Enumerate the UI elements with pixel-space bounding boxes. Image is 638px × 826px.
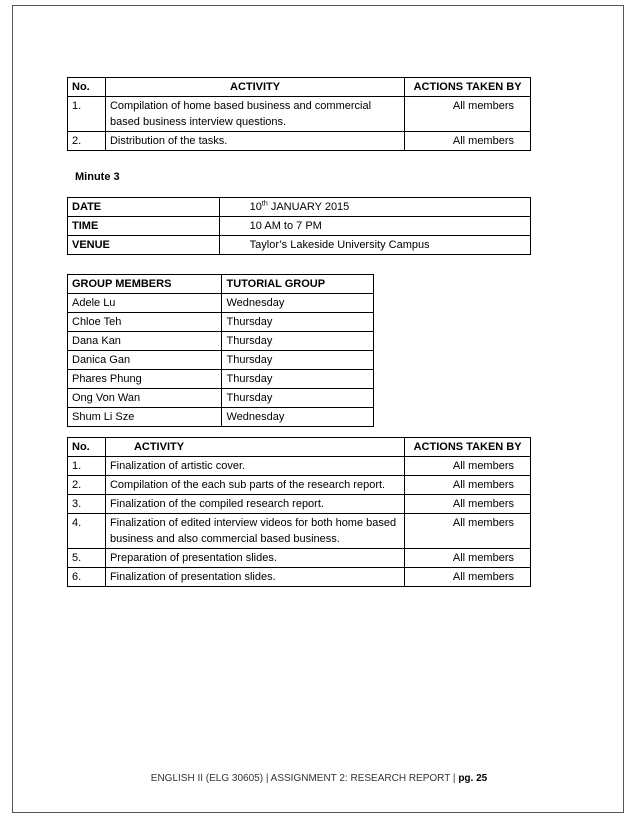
header-no: No. [68, 438, 106, 457]
time-label: TIME [68, 217, 220, 236]
row-no: 1. [68, 457, 106, 476]
table-row [68, 389, 374, 408]
header-no: No. [68, 78, 106, 97]
row-activity: Finalization of edited interview videos for both home based business and also commercial based business. [105, 514, 404, 549]
table-row [68, 351, 374, 370]
activity-table-2 [67, 437, 531, 587]
table-row [68, 294, 374, 313]
table-row [68, 97, 531, 132]
row-no: 5. [68, 549, 106, 568]
row-activity: Preparation of presentation slides. [105, 549, 404, 568]
row-actions: All members [405, 549, 531, 568]
table-row [68, 313, 374, 332]
page-number: pg. 25 [458, 773, 488, 784]
row-no: 6. [68, 568, 106, 587]
row-activity: Compilation of home based business and commercial based business interview questions. [105, 97, 404, 132]
table-row [68, 457, 531, 476]
member-name: Adele Lu [68, 294, 222, 313]
table-row [68, 132, 531, 151]
member-name: Danica Gan [68, 351, 222, 370]
table-header-row [68, 275, 374, 294]
member-group: Thursday [222, 313, 374, 332]
header-group-members: GROUP MEMBERS [68, 275, 222, 294]
table-header-row [68, 438, 531, 457]
table-row [68, 476, 531, 495]
member-name: Chloe Teh [68, 313, 222, 332]
date-label: DATE [68, 198, 220, 217]
row-actions: All members [405, 132, 531, 151]
activity-table-1 [67, 77, 531, 151]
row-no: 3. [68, 495, 106, 514]
member-name: Phares Phung [68, 370, 222, 389]
minute-heading: Minute 3 [75, 171, 120, 183]
date-value [219, 198, 530, 217]
table-row [68, 370, 374, 389]
row-activity: Compilation of the each sub parts of the research report. [105, 476, 404, 495]
details-row-date [68, 198, 531, 217]
details-row-time [68, 217, 531, 236]
member-group: Thursday [222, 370, 374, 389]
header-actions: ACTIONS TAKEN BY [405, 78, 531, 97]
member-name: Shum Li Sze [68, 408, 222, 427]
page-footer [0, 773, 638, 784]
row-actions: All members [405, 457, 531, 476]
row-activity: Finalization of presentation slides. [105, 568, 404, 587]
date-rest: JANUARY 2015 [267, 201, 350, 213]
table-row [68, 549, 531, 568]
member-group: Thursday [222, 389, 374, 408]
member-group: Thursday [222, 332, 374, 351]
row-actions: All members [405, 495, 531, 514]
date-suffix: th [261, 200, 268, 208]
row-no: 4. [68, 514, 106, 549]
footer-text: ENGLISH II (ELG 30605) | ASSIGNMENT 2: RESEARCH REPORT | [150, 773, 456, 784]
header-actions: ACTIONS TAKEN BY [405, 438, 531, 457]
row-activity: Finalization of the compiled research report. [105, 495, 404, 514]
table-row [68, 332, 374, 351]
time-value: 10 AM to 7 PM [219, 217, 530, 236]
row-actions: All members [405, 97, 531, 132]
details-row-venue [68, 236, 531, 255]
row-no: 2. [68, 476, 106, 495]
member-name: Dana Kan [68, 332, 222, 351]
row-no: 1. [68, 97, 106, 132]
table-row [68, 408, 374, 427]
member-group: Wednesday [222, 408, 374, 427]
row-no: 2. [68, 132, 106, 151]
table-row [68, 568, 531, 587]
venue-label: VENUE [68, 236, 220, 255]
header-activity: ACTIVITY [105, 438, 404, 457]
row-activity: Finalization of artistic cover. [105, 457, 404, 476]
date-day: 10 [249, 201, 262, 213]
member-name: Ong Von Wan [68, 389, 222, 408]
row-activity: Distribution of the tasks. [105, 132, 404, 151]
header-tutorial-group: TUTORIAL GROUP [222, 275, 374, 294]
meeting-details-table [67, 197, 531, 255]
group-members-table [67, 274, 374, 427]
header-activity: ACTIVITY [105, 78, 404, 97]
table-row [68, 495, 531, 514]
row-actions: All members [405, 568, 531, 587]
venue-value: Taylor’s Lakeside University Campus [219, 236, 530, 255]
member-group: Thursday [222, 351, 374, 370]
row-actions: All members [405, 476, 531, 495]
row-actions: All members [405, 514, 531, 549]
member-group: Wednesday [222, 294, 374, 313]
table-header-row [68, 78, 531, 97]
table-row [68, 514, 531, 549]
